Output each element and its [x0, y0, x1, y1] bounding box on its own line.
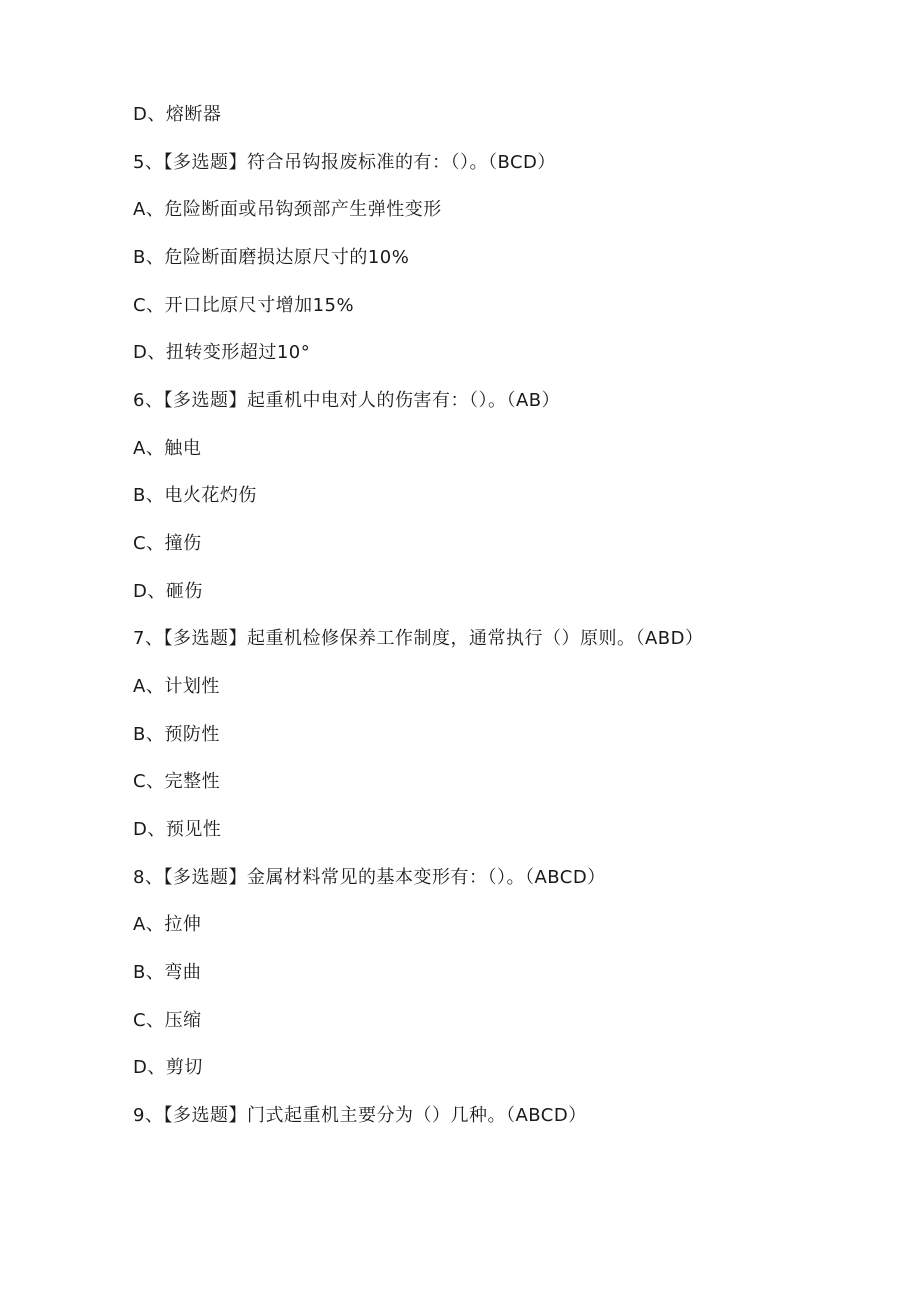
option-line: A、触电 [133, 438, 202, 459]
question-line: 5、【多选题】符合吊钩报废标准的有：（）。（BCD） [133, 152, 556, 173]
question-line: 6、【多选题】起重机中电对人的伤害有：（）。（AB） [133, 390, 561, 411]
option-line: D、扭转变形超过10° [133, 342, 311, 363]
option-line: D、砸伤 [133, 581, 203, 602]
option-line: D、剪切 [133, 1057, 203, 1078]
question-line: 9、【多选题】门式起重机主要分为（）几种。（ABCD） [133, 1105, 587, 1126]
option-line: C、撞伤 [133, 533, 202, 554]
option-line: A、危险断面或吊钩颈部产生弹性变形 [133, 199, 442, 220]
option-line: C、压缩 [133, 1010, 202, 1031]
option-line: A、计划性 [133, 676, 220, 697]
option-line: C、开口比原尺寸增加15% [133, 295, 355, 316]
question-line: 8、【多选题】金属材料常见的基本变形有：（）。（ABCD） [133, 867, 606, 888]
option-line: D、预见性 [133, 819, 222, 840]
question-line: 7、【多选题】起重机检修保养工作制度，通常执行（）原则。（ABD） [133, 628, 704, 649]
option-line: C、完整性 [133, 771, 221, 792]
option-line: B、电火花灼伤 [133, 485, 257, 506]
option-line: B、弯曲 [133, 962, 202, 983]
option-line: B、预防性 [133, 724, 220, 745]
option-line: D、熔断器 [133, 104, 222, 125]
option-line: B、危险断面磨损达原尺寸的10% [133, 247, 410, 268]
option-line: A、拉伸 [133, 914, 202, 935]
